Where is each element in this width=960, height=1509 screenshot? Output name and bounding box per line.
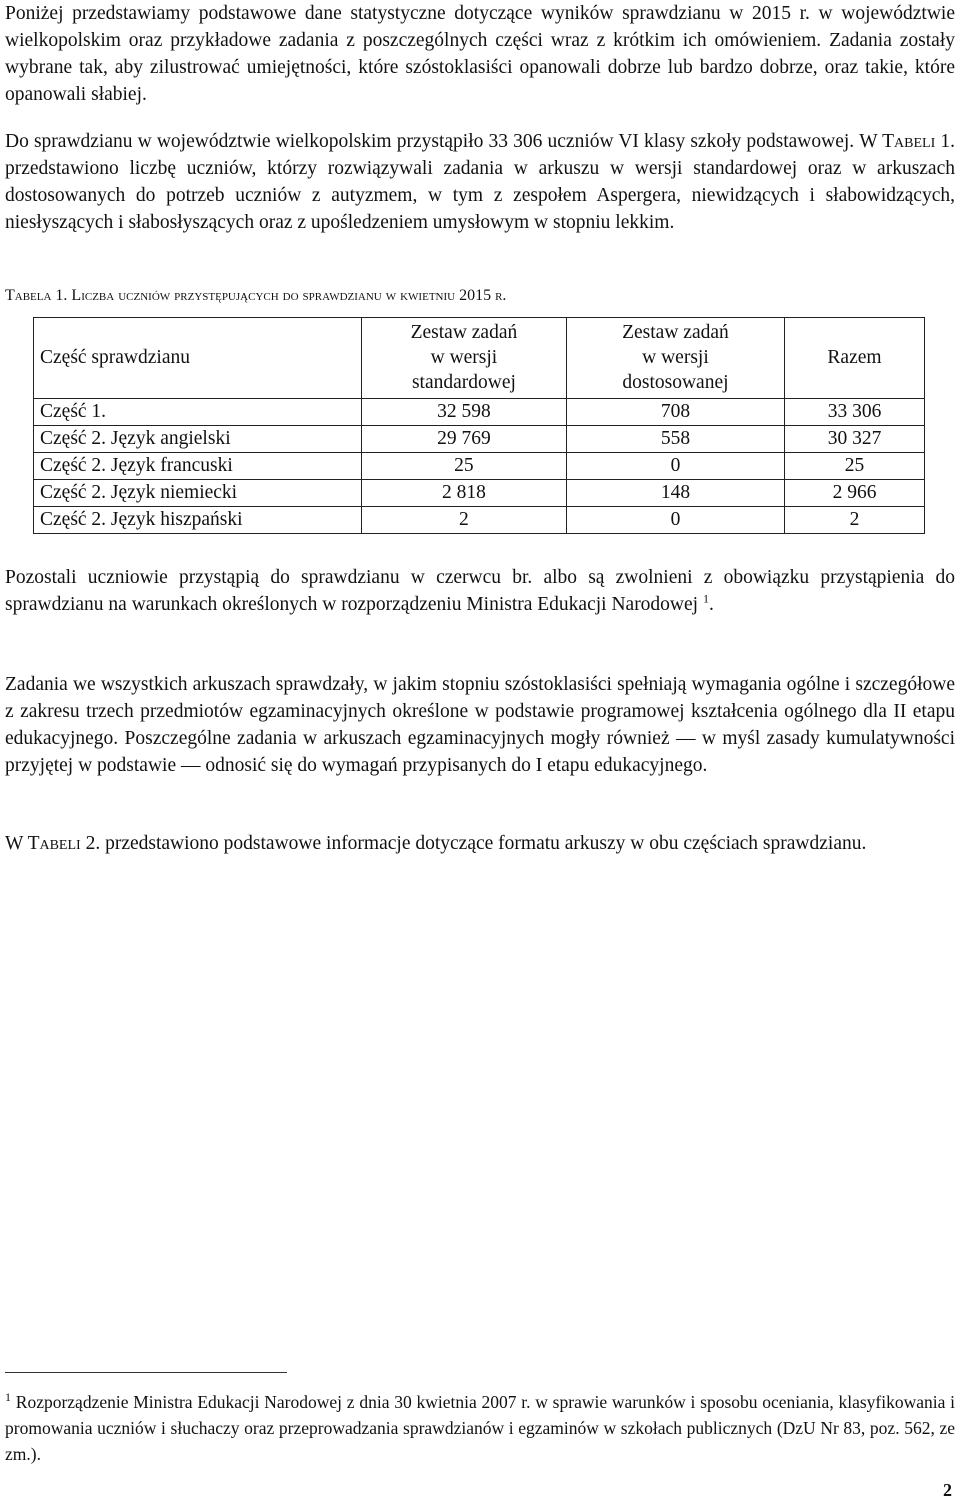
header-standard-line1: Zestaw zadań (410, 322, 518, 343)
count-text-start: Do sprawdzianu w województwie wielkopolskim przystąpiło 33 306 uczniów VI klasy szkoły podstawowej. (5, 131, 860, 152)
table1-reference: W Tabeli 1. (859, 131, 956, 152)
header-total: Razem (785, 318, 925, 399)
intro-paragraph: Poniżej przedstawiamy podstawowe dane statystyczne dotyczące wyników sprawdzianu w 2015 r. w województwie wielkopolskim oraz przykładowe zadania z poszczególnych części wraz z krótkim ich omówieniem. Zadania zostały wybrane tak, aby zilustrować umiejętności, które szóstoklasiści opanowali dobrze lub bardzo dobrze, oraz takie, które opanowali słabiej. (5, 3, 955, 105)
row-standard-count: 2 818 (361, 480, 566, 507)
footnote-marker: 1 (5, 1390, 11, 1405)
page-number: 2 (943, 1480, 952, 1500)
others-text-end: . (708, 594, 714, 615)
footnote-text: Rozporządzenie Ministra Edukacji Narodowej z dnia 30 kwietnia 2007 r. w sprawie warunków i sposobu oceniania, klasyfikowania i promowania uczniów i słuchaczy oraz przeprowadzania sprawdzianów i egzaminów w szkołach publicznych (DzU Nr 83, poz. 562, ze zm.). (5, 1392, 955, 1464)
row-part-name: Część 2. Język hiszpański (34, 507, 362, 534)
remaining-students-paragraph (5, 564, 955, 618)
row-part-name: Część 2. Język francuski (34, 453, 362, 480)
table1-caption: Tabela 1. Liczba uczniów przystępujących do sprawdzianu w kwietniu 2015 r. (5, 287, 507, 304)
row-standard-count: 2 (361, 507, 566, 534)
row-total-count: 25 (785, 453, 925, 480)
header-adapted (566, 318, 784, 399)
table2-reference: W Tabeli 2. (5, 833, 101, 854)
table2-paragraph (5, 830, 955, 857)
student-count-table (33, 317, 925, 534)
table-header-row (34, 318, 925, 399)
footnote-reference[interactable]: 1 (702, 591, 709, 606)
header-part: Część sprawdzianu (34, 318, 362, 399)
row-total-count: 33 306 (785, 399, 925, 426)
count-text-end: przedstawiono liczbę uczniów, którzy rozwiązywali zadania w arkuszu w wersji standardowej oraz w arkuszach dostosowanych do potrzeb uczniów z autyzmem, w tym z zespołem Aspergera, niewidzących i słabowidzących, niesłyszących i słabosłyszących oraz z upośledzeniem umysłowym w stopniu lekkim. (5, 158, 955, 233)
footnote (5, 1389, 955, 1467)
table2-text: przedstawiono podstawowe informacje dotyczące formatu arkuszy w obu częściach sprawdzianu. (100, 833, 867, 854)
row-part-name: Część 2. Język niemiecki (34, 480, 362, 507)
others-text: Pozostali uczniowie przystąpią do sprawdzianu w czerwcu br. albo są zwolnieni z obowiązku przystąpienia do sprawdzianu na warunkach określonych w rozporządzeniu Ministra Edukacji Narodowej (5, 567, 955, 615)
header-standard (361, 318, 566, 399)
row-total-count: 2 966 (785, 480, 925, 507)
row-adapted-count: 0 (566, 507, 784, 534)
header-standard-line2: w wersji (430, 347, 498, 368)
table-row (34, 453, 925, 480)
header-adapted-line1: Zestaw zadań (622, 322, 729, 343)
header-adapted-line2: w wersji (642, 347, 709, 368)
header-adapted-line3: dostosowanej (622, 372, 729, 393)
tasks-paragraph: Zadania we wszystkich arkuszach sprawdzały, w jakim stopniu szóstoklasiści spełniają wymagania ogólne i szczegółowe z zakresu trzech przedmiotów egzaminacyjnych określone w podstawie programowej kształcenia ogólnego dla II etapu edukacyjnego. Poszczególne zadania w arkuszach egzaminacyjnych mogły również — w myśl zasady kumulatywności przyjętej w podstawie — odnosić się do wymagań przypisanych do I etapu edukacyjnego. (5, 674, 955, 776)
row-total-count: 30 327 (785, 426, 925, 453)
student-count-paragraph (5, 128, 955, 236)
row-standard-count: 29 769 (361, 426, 566, 453)
table-row (34, 507, 925, 534)
table-row (34, 399, 925, 426)
row-part-name: Część 2. Język angielski (34, 426, 362, 453)
row-adapted-count: 708 (566, 399, 784, 426)
row-standard-count: 32 598 (361, 399, 566, 426)
row-part-name: Część 1. (34, 399, 362, 426)
table-row (34, 426, 925, 453)
row-total-count: 2 (785, 507, 925, 534)
row-adapted-count: 558 (566, 426, 784, 453)
row-adapted-count: 148 (566, 480, 784, 507)
row-adapted-count: 0 (566, 453, 784, 480)
row-standard-count: 25 (361, 453, 566, 480)
footnote-divider (5, 1372, 287, 1373)
table-row (34, 480, 925, 507)
header-standard-line3: standardowej (411, 372, 516, 393)
